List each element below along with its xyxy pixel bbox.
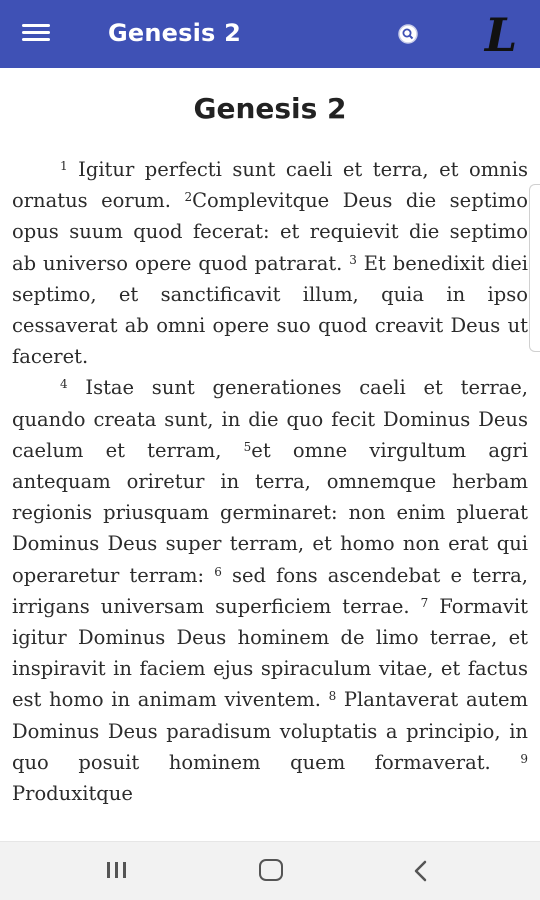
chapter-heading: Genesis 2 xyxy=(193,92,347,125)
recents-icon[interactable] xyxy=(107,862,133,880)
hamburger-menu-icon[interactable] xyxy=(22,20,62,50)
verse-number: 1 xyxy=(60,159,68,173)
logo-letter: L xyxy=(484,8,518,62)
chapter-text xyxy=(12,154,528,809)
verse-text: Plantaverat autem Dominus Deus paradisum voluptatis a principio, in quo posuit hominem quem formaverat. xyxy=(12,688,528,774)
paragraph xyxy=(12,372,528,809)
app-bar xyxy=(0,0,540,68)
verse-number: 3 xyxy=(349,252,357,267)
verse-text: Produxitque xyxy=(12,782,133,806)
verse-text: Istae sunt generationes caeli et terrae, quando creata sunt, in die quo fecit Dominus Deus caelum et terram, xyxy=(12,376,528,462)
app-logo[interactable] xyxy=(474,8,528,62)
verse-number: 6 xyxy=(214,564,222,579)
verse-text: sed fons ascendebat e terra, irrigans universam superficiem terrae. xyxy=(12,563,528,618)
scroll-handle[interactable] xyxy=(529,184,540,352)
home-icon[interactable] xyxy=(259,859,283,881)
back-icon[interactable] xyxy=(412,859,430,883)
verse-number: 9 xyxy=(520,751,528,766)
verse-number: 2 xyxy=(184,190,193,205)
verse-text: Et benedixit diei septimo, et sanctificavit illum, quia in ipso cessaverat ab omni opere suo quod creavit Deus ut faceret. xyxy=(12,251,529,369)
verse-number: 5 xyxy=(243,439,252,454)
verse-text: Formavit igitur Dominus Deus hominem de limo terrae, et inspiravit in faciem ejus spiraculum vitae, et factus est homo in animam viventem. xyxy=(12,594,528,712)
app-title: Genesis 2 xyxy=(108,19,241,47)
verse-text: et omne virgultum agri antequam oriretur in terra, omnemque herbam regionis priusquam germinaret: non enim pluerat Dominus Deus super terram, et homo non erat qui operaretur terram: xyxy=(12,438,528,587)
search-icon[interactable] xyxy=(396,22,422,46)
paragraph xyxy=(12,154,528,372)
verse-number: 8 xyxy=(328,689,337,704)
verse-text: Complevitque Deus die septimo opus suum quod fecerat: et requievit die septimo ab universo opere quod patrarat. xyxy=(12,189,528,275)
chapter-content[interactable] xyxy=(0,68,540,842)
verse-number: 4 xyxy=(60,377,68,392)
verse-number: 7 xyxy=(420,595,429,610)
verse-text: Igitur perfecti sunt caeli et terra, et omnis ornatus eorum. xyxy=(12,158,528,213)
system-nav-bar xyxy=(0,841,540,900)
